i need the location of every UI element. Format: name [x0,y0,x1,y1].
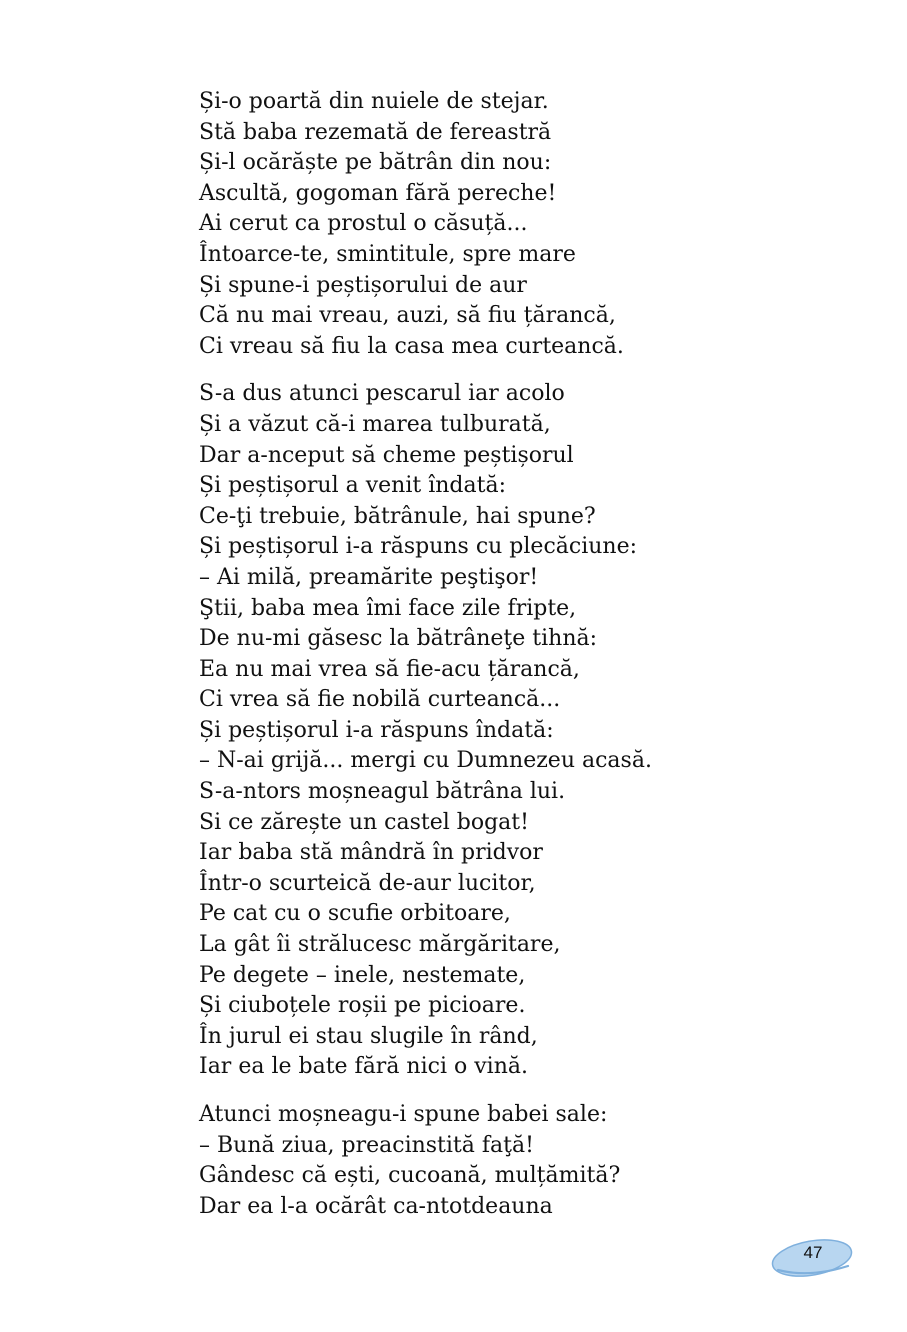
poem-line: Gândesc că ești, cucoană, mulțămită? [199,1163,621,1189]
poem-text [199,87,799,1239]
stanza [199,379,799,1083]
poem-line: Si ce zărește un castel bogat! [199,809,529,835]
poem-line: Stă baba rezemată de fereastră [199,119,552,145]
poem-line: Într-o scurteică de-aur lucitor, [199,870,536,896]
poem-line: La gât îi strălucesc mărgăritare, [199,932,561,958]
poem-line: Și-l ocărăște pe bătrân din nou: [199,150,552,176]
poem-line: Întoarce-te, smintitule, spre mare [199,241,576,267]
poem-line: Iar ea le bate fără nici o vină. [199,1054,528,1080]
poem-line: S-a dus atunci pescarul iar acolo [199,381,565,407]
stanza [199,1100,799,1222]
poem-line: Și a văzut că-i marea tulburată, [199,411,551,437]
poem-line: Ci vrea să fie nobilă curteancă... [199,687,561,713]
page-number-badge [770,1236,856,1280]
poem-line: Atunci moșneagu-i spune babei sale: [199,1102,608,1127]
poem-line: Și-o poartă din nuiele de stejar. [199,89,549,114]
poem-line: Iar baba stă mândră în pridvor [199,840,543,866]
poem-line: De nu-mi găsesc la bătrâneţe tihnă: [199,626,598,652]
page-number: 47 [803,1243,823,1262]
poem-line: – Bună ziua, preacinstită faţă! [199,1132,534,1158]
poem-line: – Ai milă, preamărite peştişor! [199,564,539,590]
poem-line: Și spune-i peștișorului de aur [199,272,527,298]
poem-line: – N-ai grijă... mergi cu Dumnezeu acasă. [199,748,652,774]
poem-line: Ci vreau să fiu la casa mea curteancă. [199,333,624,359]
poem-line: Pe degete – inele, nestemate, [199,962,526,988]
poem-line: Și peștișorul i-a răspuns îndată: [199,717,554,743]
poem-line: Și peștișorul a venit îndată: [199,473,506,499]
poem-line: Ai cerut ca prostul o căsuță... [199,211,528,237]
poem-line: S-a-ntors moșneagul bătrâna lui. [199,779,566,805]
poem-line: Că nu mai vreau, auzi, să fiu țărancă, [199,303,616,329]
stanza [199,87,799,362]
poem-line: În jurul ei stau slugile în rând, [199,1023,538,1049]
poem-line: Dar ea l-a ocărât ca-ntotdeauna [199,1193,553,1219]
poem-line: Ştii, baba mea îmi face zile fripte, [199,595,577,621]
poem-line: Și peștișorul i-a răspuns cu plecăciune: [199,534,638,560]
poem-line: Ce-ţi trebuie, bătrânule, hai spune? [199,503,596,529]
poem-line: Dar a-nceput să cheme peștișorul [199,442,574,468]
poem-line: Și ciuboțele roșii pe picioare. [199,993,526,1019]
poem-line: Pe cat cu o scufie orbitoare, [199,901,511,927]
poem-line: Ascultă, gogoman fără pereche! [199,180,557,206]
poem-line: Ea nu mai vrea să fie-acu țărancă, [199,656,580,682]
